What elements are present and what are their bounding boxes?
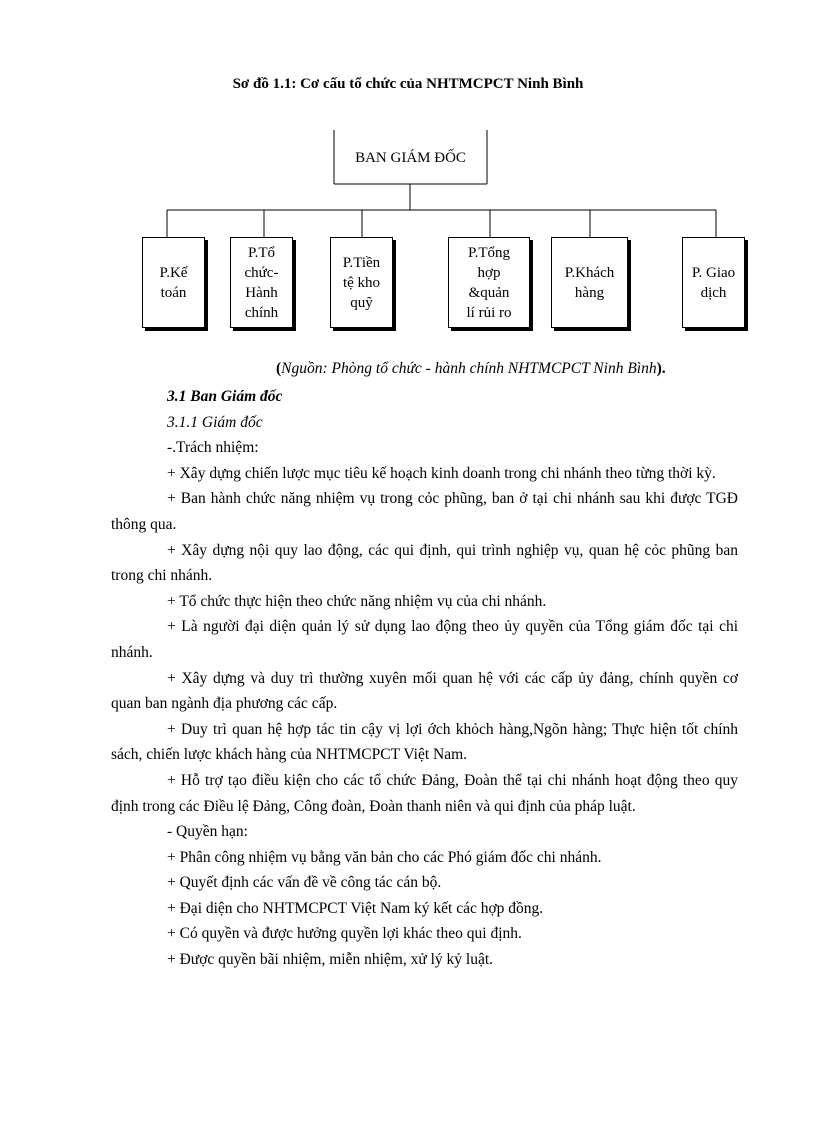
power-item: + Phân công nhiệm vụ bằng văn bản cho các Phó giám đốc chi nhánh. xyxy=(167,848,602,866)
subsection-heading: 3.1.1 Giám đốc xyxy=(167,413,263,431)
org-dept-customer xyxy=(551,237,628,328)
responsibility-item: + Xây dựng và duy trì thường xuyên mối quan hệ với các cấp ủy đảng, chính quyền cơ quan ban ngành địa phương các cấp. xyxy=(111,669,738,713)
org-dept-label: P.Kế toán xyxy=(159,264,188,301)
org-dept-label: P.Khách hàng xyxy=(564,264,615,301)
org-top-box xyxy=(334,138,487,178)
power-item: + Đại diện cho NHTMCPCT Việt Nam ký kết các hợp đồng. xyxy=(167,899,544,917)
responsibility-item: + Ban hành chức năng nhiệm vụ trong cỏc phũng, ban ở tại chi nhánh sau khi được TGĐ thông qua. xyxy=(111,490,738,533)
responsibility-item: + Xây dựng chiến lược mục tiêu kế hoạch kinh doanh trong chi nhánh theo từng thời kỳ. xyxy=(167,464,716,482)
section-heading: 3.1 Ban Giám đốc xyxy=(167,388,283,405)
powers-heading: - Quyền hạn: xyxy=(167,823,248,841)
org-dept-transaction xyxy=(682,237,745,328)
org-dept-admin xyxy=(230,237,293,328)
source-text: Nguồn: Phòng tổ chức - hành chính NHTMCPCT Ninh Bình xyxy=(281,360,657,377)
org-dept-risk xyxy=(448,237,530,328)
body-text xyxy=(111,384,738,973)
responsibility-item: + Là người đại diện quản lý sử dụng lao động theo ủy quyền của Tổng giám đốc tại chi nhánh. xyxy=(111,618,738,661)
org-dept-label: P.Tổ chức- Hành chính xyxy=(244,244,279,321)
org-dept-accounting xyxy=(142,237,205,328)
responsibility-item: + Tổ chức thực hiện theo chức năng nhiệm vụ của chi nhánh. xyxy=(167,592,547,610)
responsibility-item: + Hỗ trợ tạo điều kiện cho các tổ chức Đảng, Đoàn thể tại chi nhánh hoạt động theo quy định trong các Điều lệ Đảng, Công đoàn, Đoàn thanh niên và qui định của pháp luật. xyxy=(111,771,738,815)
responsibilities-heading: -.Trách nhiệm: xyxy=(167,439,259,457)
org-top-label: BAN GIÁM ĐỐC xyxy=(355,149,466,166)
org-dept-label: P.Tổng hợp &quản lí rủi ro xyxy=(466,244,512,321)
power-item: + Quyết định các vấn đề về công tác cán bộ. xyxy=(167,874,442,892)
chart-title: Sơ đồ 1.1: Cơ cấu tổ chức của NHTMCPCT Ninh Bình xyxy=(232,76,584,92)
source-note: (Nguồn: Phòng tổ chức - hành chính NHTMCPCT Ninh Bình). xyxy=(276,360,666,377)
responsibility-item: + Duy trì quan hệ hợp tác tin cậy vị lợi ớch khỏch hàng,Ngõn hàng; Thực hiện tốt chính sách, chiến lược khách hàng của NHTMCPCT Việt Nam. xyxy=(111,720,738,764)
power-item: + Có quyền và được hưởng quyền lợi khác theo qui định. xyxy=(167,925,522,943)
org-dept-label: P.Tiền tệ kho quỹ xyxy=(342,254,381,311)
org-dept-label: P. Giao dịch xyxy=(691,264,736,301)
org-dept-treasury xyxy=(330,237,393,328)
responsibility-item: + Xây dựng nội quy lao động, các qui định, qui trình nghiệp vụ, quan hệ cỏc phũng ban trong chi nhánh. xyxy=(111,541,738,585)
power-item: + Được quyền bãi nhiệm, miễn nhiệm, xử lý kỷ luật. xyxy=(167,951,494,969)
